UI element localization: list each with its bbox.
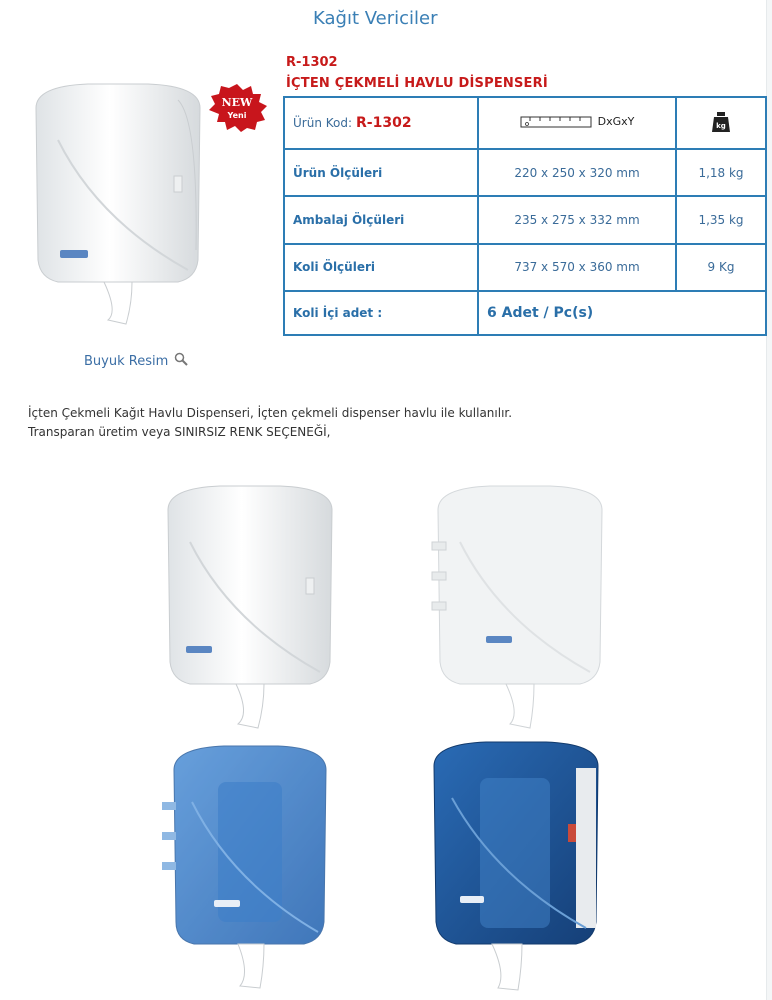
- product-name-heading: İÇTEN ÇEKMELİ HAVLU DİSPENSERİ: [286, 76, 548, 91]
- description-line: Transparan üretim veya SINIRSIZ RENK SEÇENEĞİ,: [28, 425, 331, 439]
- variant-white-image: [160, 482, 340, 732]
- spec-row-dims: 737 x 570 x 360 mm: [478, 244, 676, 291]
- badge-yeni-text: Yeni: [227, 111, 247, 120]
- ruler-icon: [520, 115, 592, 129]
- product-code-label: Ürün Kod:: [293, 116, 353, 131]
- spec-row: [284, 196, 766, 243]
- product-main-image[interactable]: [28, 80, 208, 340]
- magnifier-icon[interactable]: [174, 352, 188, 370]
- spec-row-label: Koli Ölçüleri: [284, 244, 478, 291]
- product-code-heading: R-1302: [286, 55, 338, 70]
- spec-row-dims: 220 x 250 x 320 mm: [478, 149, 676, 196]
- spec-row: [284, 149, 766, 196]
- variant-light-blue-image: [158, 742, 338, 992]
- description-line: İçten Çekmeli Kağıt Havlu Dispenseri, İçten çekmeli dispenser havlu ile kullanılır.: [28, 406, 513, 420]
- enlarge-image-link[interactable]: [84, 352, 188, 370]
- variant-dark-blue-image: [426, 738, 606, 992]
- spec-qty-row: [284, 291, 766, 335]
- weight-icon: [710, 111, 732, 133]
- spec-header-row: [284, 97, 766, 149]
- product-description: [28, 404, 512, 442]
- new-badge: [205, 82, 269, 132]
- spec-row-label: Ürün Ölçüleri: [284, 149, 478, 196]
- dims-header-cell: [478, 97, 676, 149]
- qty-value: 6 Adet / Pc(s): [478, 291, 766, 335]
- spec-row-dims: 235 x 275 x 332 mm: [478, 196, 676, 243]
- spec-row-weight: 1,35 kg: [676, 196, 766, 243]
- weight-icon-label: kg: [716, 121, 726, 130]
- dims-header-label: DxGxY: [597, 115, 635, 129]
- spec-row-weight: 1,18 kg: [676, 149, 766, 196]
- spec-row-weight: 9 Kg: [676, 244, 766, 291]
- spec-row: [284, 244, 766, 291]
- variant-transparent-image: [430, 482, 610, 732]
- spec-table: [283, 96, 767, 336]
- product-code-value: R-1302: [356, 115, 412, 132]
- enlarge-image-label[interactable]: Buyuk Resim: [84, 353, 169, 369]
- qty-label: Koli İçi adet :: [284, 291, 478, 335]
- weight-header-cell: [676, 97, 766, 149]
- badge-new-text: NEW: [221, 96, 253, 109]
- page-title: Kağıt Vericiler: [313, 8, 438, 29]
- product-code-cell: [284, 97, 478, 149]
- spec-row-label: Ambalaj Ölçüleri: [284, 196, 478, 243]
